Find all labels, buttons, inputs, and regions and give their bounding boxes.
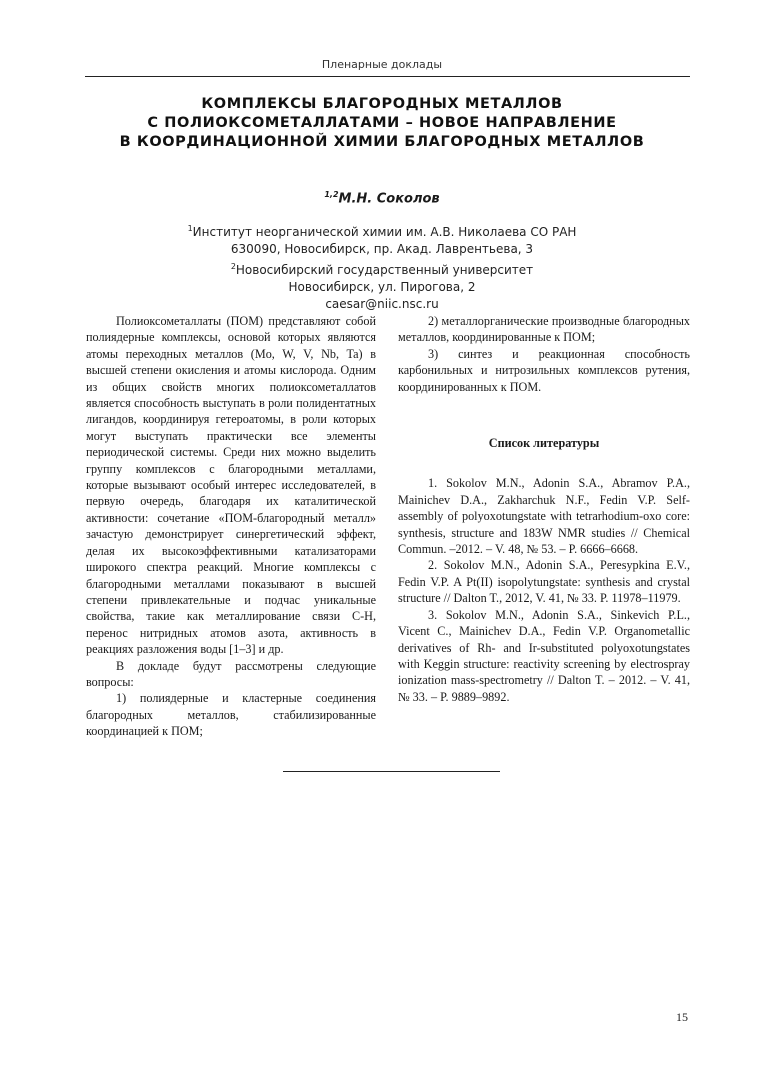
topic-item-2: 2) металлорганические производные благородных металлов, координированные к ПОМ; (398, 314, 690, 345)
affiliation-2 (0, 258, 764, 279)
page-number: 15 (676, 1010, 688, 1024)
contact-email: caesar@niic.nsc.ru (325, 297, 439, 311)
left-column (86, 313, 376, 740)
right-column (398, 313, 690, 705)
reference-2: 2. Sokolov M.N., Adonin S.A., Peresypkina E.V., Fedin V.P. A Pt(II) isopolytungstate: synthesis and crystal structure // Dalton T., 2012, V. 41, № 33. P. 11978–11979. (398, 558, 690, 606)
title-line-1: КОМПЛЕКСЫ БЛАГОРОДНЫХ МЕТАЛЛОВ (201, 96, 563, 112)
body-paragraph-1: Полиоксометаллаты (ПОМ) представляют собой полиядерные комплексы, основой которых являются атомы переходных металлов (Mo, W, V, Nb, Ta) в высшей степени окисления и атомы кислорода. Одним из общих свойств многих полиоксометаллатов является способность выступать в роли полидентатных лигандов, координируя гетероатомы, в роли которых могут выступать практически все элементы периодической системы. Среди них можно выделить группу комплексов с благородными металлами, которые вызывают особый интерес исследователей, в первую очередь, благодаря их каталитической активности: сочетание «ПОМ-благородный металл» зачастую демонстрирует синергетический эффект, делая их высокоэффективными катализаторами широкого спектра реакций. Многие комплексы с благородными металлами показывают в высшей степени привлекательные и подчас уникальные свойства, такие как металлирование связи C-H, перенос нитридных атомов азота, активность в реакциях разложения воды [1–3] и др. (86, 314, 376, 657)
affiliation-1-address: 630090, Новосибирск, пр. Акад. Лаврентьева, 3 (230, 242, 534, 256)
body-paragraph-2: В докладе будут рассмотрены следующие вопросы: (86, 658, 376, 689)
header-rule (85, 76, 690, 77)
affiliation-1 (0, 220, 764, 241)
affiliation-1-mark: 1 (187, 224, 193, 233)
author-affiliation-marks: 1,2 (324, 190, 339, 199)
title-line-2: С ПОЛИОКСОМЕТАЛЛАТАМИ – НОВОЕ НАПРАВЛЕНИЕ (147, 115, 617, 131)
affiliation-1-name: Институт неорганической химии им. А.В. Николаева СО РАН (192, 225, 577, 239)
article-title (60, 95, 704, 152)
affiliation-2-name: Новосибирский государственный университет (235, 263, 534, 277)
author-line (0, 190, 764, 206)
title-line-3: В КООРДИНАЦИОННОЙ ХИМИИ БЛАГОРОДНЫХ МЕТАЛЛОВ (119, 134, 645, 150)
affiliation-2-mark: 2 (230, 262, 236, 271)
running-head: Пленарные доклады (321, 58, 443, 71)
topic-item-1: 1) полиядерные и кластерные соединения благородных металлов, стабилизированные координацией к ПОМ; (86, 691, 376, 739)
affiliations (0, 220, 764, 313)
author-name: М.Н. Соколов (338, 191, 440, 207)
affiliation-2-address: Новосибирск, ул. Пирогова, 2 (288, 280, 476, 294)
footer-rule (283, 771, 500, 772)
reference-1: 1. Sokolov M.N., Adonin S.A., Abramov P.A., Mainichev D.A., Zakharchuk N.F., Fedin V.P. Self-assembly of polyoxotungstate with tetrarhodium-oxo core: synthesis, structure and 183W NMR studies // Chemical Commun. –2012. – V. 48, № 53. – P. 6666–6668. (398, 476, 690, 557)
reference-3: 3. Sokolov M.N., Adonin S.A., Sinkevich P.L., Vicent C., Mainichev D.A., Fedin V.P. Organometallic derivatives of Rh- and Ir-substituted polyoxotungstates with Keggin structure: reactivity screening by electrospray ionization mass-spectrometry // Dalton T. – 2012. – V. 41, № 33. – P. 9889–9892. (398, 607, 690, 704)
references-heading: Список литературы (488, 436, 600, 451)
topic-item-3: 3) синтез и реакционная способность карбонильных и нитрозильных комплексов рутения, координированных к ПОМ. (398, 346, 690, 394)
